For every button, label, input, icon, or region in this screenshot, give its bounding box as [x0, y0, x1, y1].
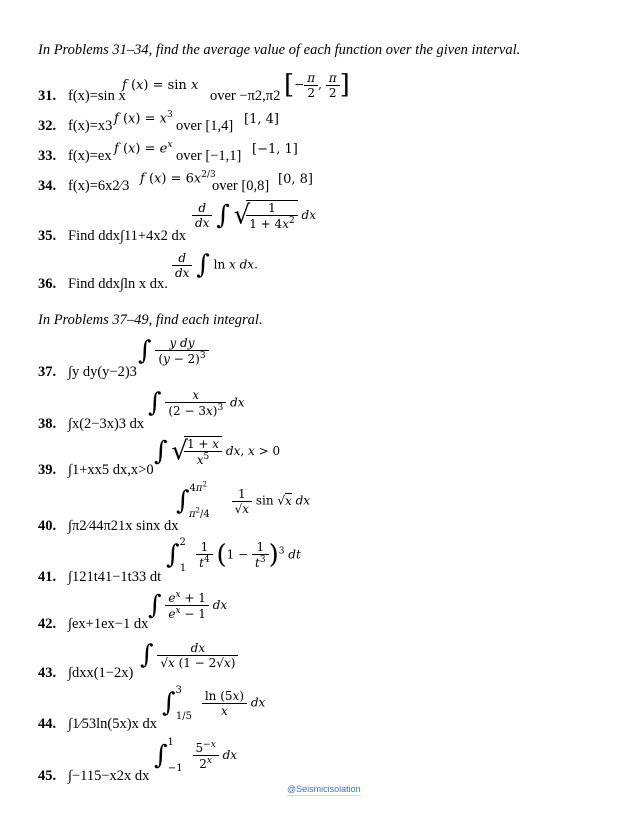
- problem-35: [38, 228, 186, 245]
- problem-36-math: $\frac{d}{dx}$ ∫ ln x dx.: [172, 250, 258, 280]
- problem-text: ∫ex+1ex−1 dx: [68, 616, 149, 632]
- problem-number: 41.: [38, 569, 57, 585]
- problem-41: [38, 569, 161, 586]
- problem-number: 40.: [38, 518, 57, 534]
- problem-text: Find ddx∫ln x dx.: [68, 276, 168, 292]
- problem-45: [38, 768, 149, 785]
- problem-37: [38, 364, 137, 381]
- problem-36: [38, 276, 168, 293]
- problem-33-interval-math: [−1, 1]: [252, 142, 298, 157]
- problem-43: [38, 665, 133, 682]
- problem-39: [38, 462, 154, 479]
- problem-text: f(x)=ex: [68, 148, 112, 164]
- problem-34-interval: over [0,8]: [212, 178, 270, 194]
- problem-text: ∫π2⁄44π21x sinx dx: [68, 518, 179, 534]
- problem-35-math: $\frac{d}{dx}$ ∫ √ $\frac{1}{1 + 4x^2}$ dx: [192, 200, 316, 231]
- problem-number: 33.: [38, 148, 57, 164]
- problem-41-math: ∫$^2_1$ $\frac{1}{t^4}$ (1 − $\frac{1}{t^3}$ )$^3$ dt: [166, 536, 301, 574]
- problem-31-interval-math: [− $\frac{\pi}{2}$ , $\frac{\pi}{2}$ ]: [284, 70, 350, 100]
- problem-39-math: ∫ √ $\frac{1 + x}{x^5}$ dx, x > 0: [154, 436, 281, 467]
- problem-32: [38, 118, 112, 135]
- problem-32-interval-math: [1, 4]: [244, 112, 279, 127]
- problem-34-math: f $(x) = 6x^{2/3}$: [140, 170, 216, 187]
- problem-31-interval: over −π2,π2: [210, 88, 281, 104]
- problem-number: 39.: [38, 462, 57, 478]
- problem-31: [38, 88, 126, 105]
- problem-number: 44.: [38, 716, 57, 732]
- problem-text: ∫y dy(y−2)3: [68, 364, 137, 380]
- problem-number: 37.: [38, 364, 57, 380]
- intro-average-value: In Problems 31–34, find the average value of each function over the given interval.: [38, 42, 521, 58]
- problem-text: ∫121t41−1t33 dt: [68, 569, 162, 585]
- problem-number: 31.: [38, 88, 57, 104]
- problem-text: ∫1⁄53ln(5x)x dx: [68, 716, 157, 732]
- problem-43-math: ∫ $\frac{dx}{√x (1 - 2√x)}$: [140, 640, 238, 670]
- problem-text: f(x)=sin x: [68, 88, 126, 104]
- problem-number: 43.: [38, 665, 57, 681]
- problem-31-math: f (x) = sin x: [122, 78, 199, 93]
- problem-38-math: ∫ $\frac{x}{(2 - 3x)^3}$ dx: [148, 388, 245, 418]
- problem-text: f(x)=x3: [68, 118, 113, 134]
- problem-text: ∫x(2−3x)3 dx: [68, 416, 145, 432]
- watermark-link[interactable]: @Seismicisolation: [287, 784, 361, 794]
- problem-44-math: ∫$^3_{1/5}$ $\frac{\ln (5x)}{x}$ dx: [162, 684, 266, 722]
- problem-33-interval: over [−1,1]: [176, 148, 242, 164]
- problem-text: ∫dxx(1−2x): [68, 665, 134, 681]
- problem-number: 36.: [38, 276, 57, 292]
- problem-number: 45.: [38, 768, 57, 784]
- problem-text: Find ddx∫11+4x2 dx: [68, 228, 186, 244]
- problem-40-math: ∫$^{4\pi^2}_{\pi^2/4}$ $\frac{1}{√x}$ sin √x dx: [176, 480, 311, 520]
- problem-34-interval-math: [0, 8]: [278, 172, 313, 187]
- problem-32-math: f $(x) = x^3$: [114, 110, 173, 127]
- problem-text: ∫1+xx5 dx,x>0: [68, 462, 154, 478]
- problem-number: 32.: [38, 118, 57, 134]
- problem-33: [38, 148, 112, 165]
- problem-number: 34.: [38, 178, 57, 194]
- intro-integrals: In Problems 37–49, find each integral.: [38, 312, 263, 328]
- problem-text: ∫−115−x2x dx: [68, 768, 150, 784]
- problem-33-math: f $(x) = e^x$: [114, 140, 173, 157]
- problem-45-math: ∫$^1_{-1}$ $\frac{5^{-x}}{2^x}$ dx: [154, 737, 238, 774]
- problem-text: f(x)=6x2⁄3: [68, 178, 130, 194]
- problem-number: 38.: [38, 416, 57, 432]
- problem-42: [38, 616, 148, 633]
- problem-42-math: ∫ $\frac{e^x + 1}{e^x - 1}$ dx: [148, 590, 228, 621]
- problem-40: [38, 518, 178, 535]
- problem-34: [38, 178, 129, 195]
- problem-37-math: ∫ $\frac{\text{y dy}}{(y - 2)^3}$: [138, 336, 209, 366]
- problem-32-interval: over [1,4]: [176, 118, 234, 134]
- problem-44: [38, 716, 157, 733]
- problem-number: 42.: [38, 616, 57, 632]
- problem-number: 35.: [38, 228, 57, 244]
- problem-38: [38, 416, 144, 433]
